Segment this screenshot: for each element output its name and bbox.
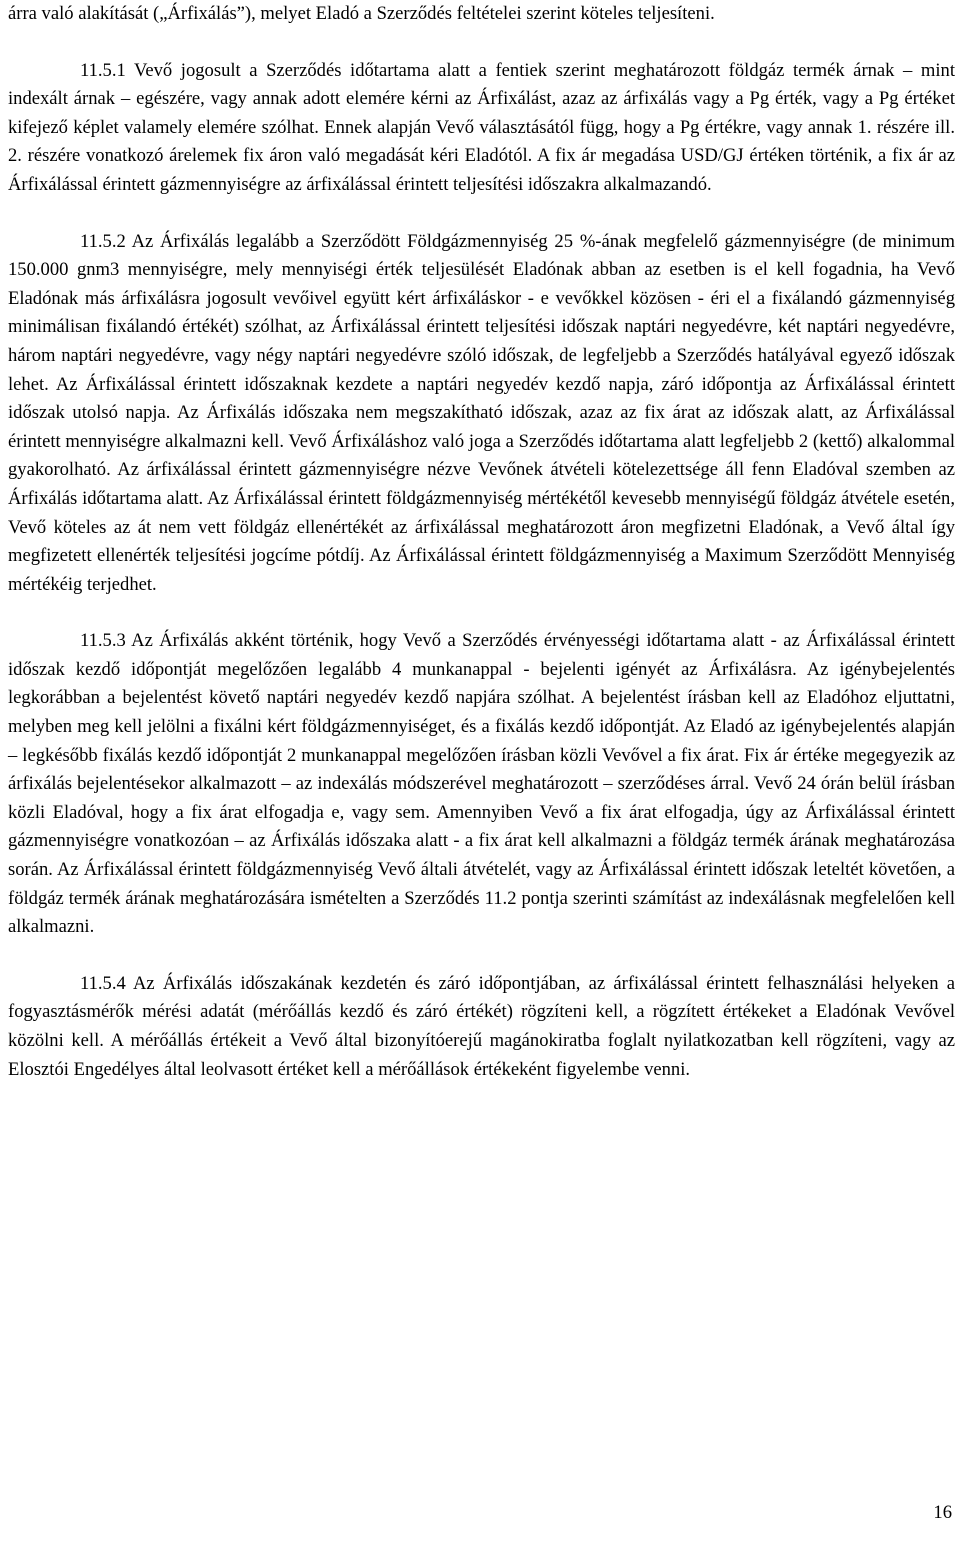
page-number: 16 (933, 1502, 952, 1523)
paragraph-11-5-2: 11.5.2 Az Árfixálás legalább a Szerződött Földgázmennyiség 25 %-ának megfelelő gázmennyiségre (de minimum 150.000 gnm3 mennyiségre, mely mennyiségi érték teljesülését Eladónak abban az esetben is el kell fogadnia, ha Vevő Eladónak más árfixálásra jogosult vevőivel együtt kért árfixáláskor - e vevőkkel közösen - éri el a fixálandó gázmennyiség minimálisan fixálandó értékét) szólhat, az Árfixálással érintett teljesítési időszak naptári negyedévre, két naptári negyedévre, három naptári negyedévre, vagy négy naptári negyedévre szóló időszak, de legfeljebb a Szerződés hatályával egyező időszak lehet. Az Árfixálással érintett időszaknak kezdete a naptári negyedév kezdő napja, záró időpontja az Árfixálással érintett időszak utolsó napja. Az Árfixálás időszaka nem megszakítható időszak, azaz az fix árat az időszak alatt, az Árfixálással érintett mennyiségre alkalmazni kell. Vevő Árfixáláshoz való joga a Szerződés időtartama alatt legfeljebb 2 (kettő) alkalommal gyakorolható. Az árfixálással érintett gázmennyiségre nézve Vevőnek átvételi kötelezettsége áll fenn Eladóval szemben az Árfixálás időtartama alatt. Az Árfixálással érintett földgázmennyiség mértékétől kevesebb mennyiségű földgáz átvétele esetén, Vevő köteles az át nem vett földgáz ellenértékét az árfixálással meghatározott áron megfizetni Eladónak, a Vevő által így megfizetett ellenérték teljesítési jogcíme pótdíj. Az Árfixálással érintett földgázmennyiség a Maximum Szerződött Mennyiség mértékéig terjedhet. (8, 230, 955, 595)
paragraph-intro: árra való alakítását („Árfixálás”), melyet Eladó a Szerződés feltételei szerint köteles teljesíteni. (8, 3, 715, 24)
paragraph-11-5-1: 11.5.1 Vevő jogosult a Szerződés időtartama alatt a fentiek szerint meghatározott földgáz termék árnak – mint indexált árnak – egészére, vagy annak adott elemére kérni az Árfixálást, azaz az árfixálás vagy a Pg érték, vagy a Pg értéket kifejező képlet valamely elemére szólhat. Ennek alapján Vevő választásától függ, hogy a Pg értékre, vagy annak 1. részére ill. 2. részére vonatkozó árelemek fix áron való megadását kéri Eladótól. A fix ár megadása USD/GJ értéken történik, a fix ár az Árfixálással érintett gázmennyiségre az árfixálással érintett teljesítési időszakra alkalmazandó. (8, 59, 955, 195)
document-page (8, 0, 955, 1084)
paragraph-11-5-3: 11.5.3 Az Árfixálás akként történik, hogy Vevő a Szerződés érvényességi időtartama alatt - az Árfixálással érintett időszak kezdő időpontját megelőzően legalább 4 munkanappal - bejelenti igényét az Árfixálásra. Az igénybejelentés legkorábban a bejelentést követő naptári negyedév kezdő napjára szólhat. A bejelentést írásban kell az Eladóhoz eljuttatni, melyben meg kell jelölni a fixálni kért földgázmennyiséget, és a fixálás kezdő időpontját. Az Eladó az igénybejelentés alapján – legkésőbb fixálás kezdő időpontját 2 munkanappal megelőzően írásban közli Vevővel a fix árat. Fix ár értéke megegyezik az árfixálás bejelentésekor alkalmazott – az indexálás módszerével meghatározott – szerződéses árral. Vevő 24 órán belül írásban közli Eladóval, hogy a fix árat elfogadja e, vagy sem. Amennyiben Vevő a fix árat elfogadja, úgy az Árfixálással érintett gázmennyiségre vonatkozóan – az Árfixálás időszaka alatt - a fix árat kell alkalmazni a földgáz termék árának meghatározása során. Az Árfixálással érintett földgázmennyiség Vevő általi átvételét, vagy az Árfixálással érintett időszak leteltét követően, a földgáz termék árának meghatározására ismételten a Szerződés 11.2 pontja szerinti számítást az indexálásnak megfelelően kell alkalmazni. (8, 630, 955, 938)
paragraph-11-5-4: 11.5.4 Az Árfixálás időszakának kezdetén és záró időpontjában, az árfixálással érintett felhasználási helyeken a fogyasztásmérők mérési adatát (mérőállás kezdő és záró értékét) rögzíteni kell, a rögzített értékeket a Eladónak Vevővel közölni kell. A mérőállás értékeit a Vevő által bizonyítóerejű magánokiratba foglalt nyilatkozatban kell rögzíteni, vagy az Elosztói Engedélyes által leolvasott értéket kell a mérőállások értékeként figyelembe venni. (8, 972, 955, 1080)
